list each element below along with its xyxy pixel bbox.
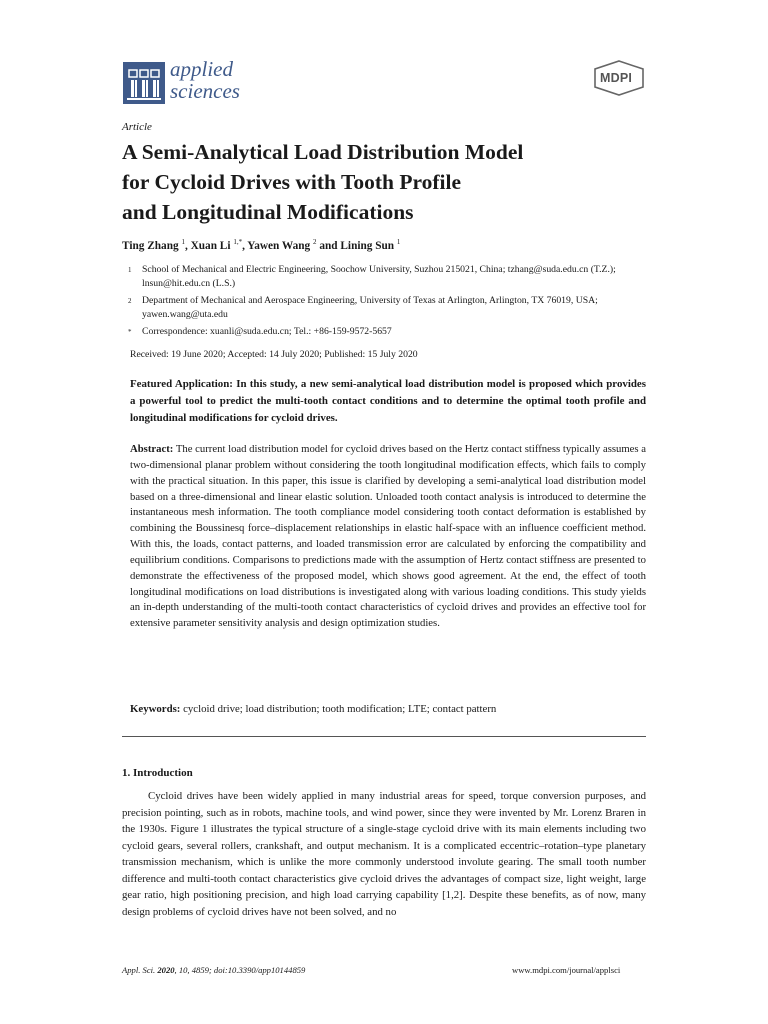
footer-url[interactable]: www.mdpi.com/journal/applsci [512,965,621,975]
footer-citation [122,965,305,975]
author-affiliation: 2 [313,238,317,246]
citation-details: , 10, 4859; doi:10.3390/app10144859 [174,965,306,975]
journal-name-line1: applied [170,57,233,81]
page-title [122,137,642,227]
keywords [130,703,646,715]
author-affiliation: 1,* [233,238,243,246]
author-list: Ting Zhang $^1$, Xuan Li $^{1,*}$, Yawen Wang $^2$ and Lining Sun $^1$ [122,238,401,252]
keywords-text: cycloid drive; load distribution; tooth modification; LTE; contact pattern [183,703,497,715]
affiliation [128,263,658,291]
publisher-name: MDPI [600,71,633,85]
abstract-label: Abstract: [130,443,174,455]
author-name: Xuan Li [190,239,231,252]
title-line: and Longitudinal Modifications [122,200,414,224]
author-affiliation: 1 [181,238,185,246]
title-line: for Cycloid Drives with Tooth Profile [122,170,462,194]
journal-name [170,58,240,102]
journal-name-line2: sciences [170,79,240,103]
affiliation-number: * [128,328,132,336]
featured-application: Featured Application: In this study, a new semi-analytical load distribution model is proposed which provides a powerful tool to predict the multi-tooth contact conditions and to determine the optimal tooth profile and longitudinal modifications for cycloid drives. [130,378,646,424]
title-line: A Semi-Analytical Load Distribution Model [122,140,524,164]
affiliation [128,325,658,339]
citation-journal: Appl. Sci. [122,965,156,975]
section-heading: 1. Introduction [122,767,193,779]
abstract [130,442,646,632]
article-type: Article [122,121,152,133]
affiliation-number: 1 [128,266,132,274]
keywords-label: Keywords: [130,703,181,715]
author-name: Ting Zhang [122,239,179,252]
section-divider [122,736,646,737]
affiliation [128,294,658,322]
author-name: Lining Sun [340,239,395,252]
author-name: Yawen Wang [247,239,311,252]
affiliation-text: School of Mechanical and Electric Engineering, Soochow University, Suzhou 215021, China; tzhang@suda.edu.cn (T.Z.); lnsun@hit.edu.cn (L.S.) [142,264,616,289]
journal-logo-icon [123,62,165,104]
correspondence-text: Correspondence: xuanli@suda.edu.cn; Tel.: +86-159-9572-5657 [142,326,392,337]
citation-year: 2020 [157,965,175,975]
publication-dates: Received: 19 June 2020; Accepted: 14 July 2020; Published: 15 July 2020 [130,349,418,360]
intro-paragraph: Cycloid drives have been widely applied in many industrial areas for speed, torque conversion purposes, and precision pointing, such as in robots, machine tools, and wind power, since they were invented by Mr. Lorenz Braren in the 1930s. Figure 1 illustrates the typical structure of a single-stage cycloid drive with its main elements including two cycloid gears, several rollers, crankshaft, and output mechanism. It is a complicated eccentric–rotation–type planetary transmission mechanism, which is unlike the more commonly understood involute gearing. The small tooth number difference and multi-tooth contact characteristics give cycloid drives the advantages of compact size, light weight, large gear ratio, high positioning precision, and high load carrying capability [1,2]. Despite these benefits, as of now, many design problems of cycloid drives have not been solved, and no [122,790,646,918]
abstract-text: The current load distribution model for cycloid drives based on the Hertz contact stiffness typically assumes a two-dimensional planar problem without considering the tooth longitudinal modification effects, which fails to comply with the practical situation. In this paper, this issue is clarified by developing a semi-analytical load distribution model based on a three-dimensional and linear elastic solution. Unloaded tooth contact analysis is introduced to determine the instantaneous mesh information. The tooth compliance model considering tooth contact deformation is established by combining the Boussinesq force–displacement relationships in elastic half-space with an influence coefficient method. With this, the loads, contact patterns, and loaded transmission error are calculated by enforcing the compatibility and equilibrium conditions. Comparisons to predictions made with the assumption of Hertz contact stiffness are presented to demonstrate the effectiveness of the proposed model, which shows good agreement. At the end, the effect of tooth longitudinal modifications on load distributions is investigated along with various loading conditions. This study yields an in-depth understanding of the multi-tooth contact characteristics of cycloid drives and provides an effective tool for extensive parameter sensitivity analysis and design optimization studies. [130,443,647,630]
author-affiliation: 1 [396,238,401,246]
affiliation-number: 2 [128,297,132,305]
affiliation-text: Department of Mechanical and Aerospace Engineering, University of Texas at Arlington, Arlington, TX 76019, USA; yawen.wang@uta.edu [142,295,598,320]
